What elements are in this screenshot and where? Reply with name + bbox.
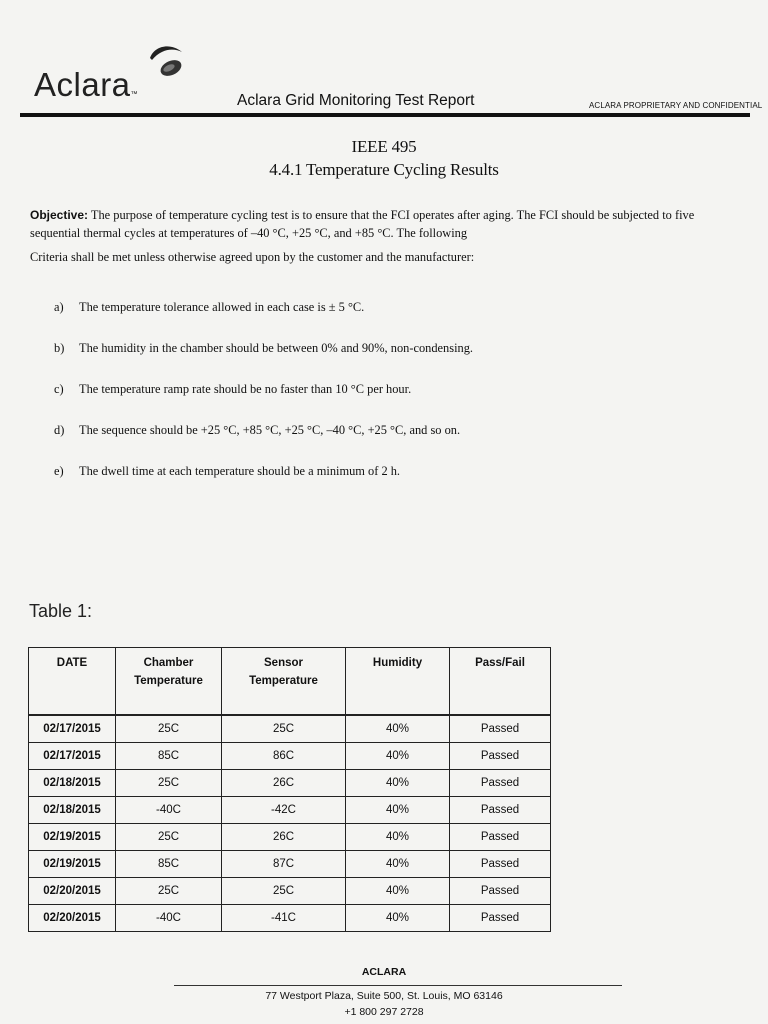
footer-address: 77 Westport Plaza, Suite 500, St. Louis, MO 63146 bbox=[265, 990, 503, 1002]
cell-chamber-temperature: 85C bbox=[116, 743, 222, 770]
cell-chamber-temperature: 25C bbox=[116, 715, 222, 743]
criteria-intro: Criteria shall be met unless otherwise agreed upon by the customer and the manufacturer: bbox=[30, 250, 475, 264]
company-logo-text bbox=[34, 66, 138, 104]
footer-phone: +1 800 297 2728 bbox=[344, 1006, 424, 1018]
objective-paragraph bbox=[30, 206, 742, 242]
table-row bbox=[29, 797, 551, 824]
column-header-sensor-temperature: Sensor Temperature bbox=[222, 648, 346, 716]
table-row bbox=[29, 824, 551, 851]
column-header-pass-fail: Pass/Fail bbox=[450, 648, 551, 716]
cell-sensor-temperature: -42C bbox=[222, 797, 346, 824]
column-header-chamber-temperature: Chamber Temperature bbox=[116, 648, 222, 716]
cell-sensor-temperature: -41C bbox=[222, 905, 346, 932]
objective-label: Objective: bbox=[30, 208, 89, 222]
cell-sensor-temperature: 25C bbox=[222, 878, 346, 905]
cell-pass-fail: Passed bbox=[450, 797, 551, 824]
cell-pass-fail: Passed bbox=[450, 715, 551, 743]
header-divider bbox=[20, 113, 750, 117]
criteria-item-e bbox=[54, 464, 400, 479]
cell-humidity: 40% bbox=[346, 743, 450, 770]
standard-heading: IEEE 495 bbox=[351, 137, 417, 156]
cell-chamber-temperature: 85C bbox=[116, 851, 222, 878]
criteria-letter: c) bbox=[54, 382, 64, 396]
cell-pass-fail: Passed bbox=[450, 905, 551, 932]
cell-date: 02/20/2015 bbox=[29, 878, 116, 905]
cell-date: 02/18/2015 bbox=[29, 770, 116, 797]
cell-date: 02/20/2015 bbox=[29, 905, 116, 932]
cell-pass-fail: Passed bbox=[450, 824, 551, 851]
cell-date: 02/19/2015 bbox=[29, 824, 116, 851]
column-header-humidity: Humidity bbox=[346, 648, 450, 716]
cell-sensor-temperature: 26C bbox=[222, 824, 346, 851]
criteria-letter: e) bbox=[54, 464, 64, 478]
cell-humidity: 40% bbox=[346, 878, 450, 905]
criteria-item-a bbox=[54, 300, 364, 315]
cell-sensor-temperature: 87C bbox=[222, 851, 346, 878]
criteria-text: The sequence should be +25 °C, +85 °C, +25 °C, –40 °C, +25 °C, and so on. bbox=[79, 423, 461, 437]
table-row bbox=[29, 770, 551, 797]
criteria-item-d bbox=[54, 423, 460, 438]
table-row bbox=[29, 851, 551, 878]
column-header-date: DATE bbox=[29, 648, 116, 716]
cell-chamber-temperature: 25C bbox=[116, 770, 222, 797]
criteria-item-b bbox=[54, 341, 473, 356]
footer-divider bbox=[174, 985, 622, 986]
cell-chamber-temperature: -40C bbox=[116, 905, 222, 932]
logo-trademark: ™ bbox=[130, 91, 139, 98]
cell-sensor-temperature: 26C bbox=[222, 770, 346, 797]
table-row bbox=[29, 878, 551, 905]
footer-company-name: ACLARA bbox=[361, 966, 407, 978]
cell-chamber-temperature: -40C bbox=[116, 797, 222, 824]
table-row bbox=[29, 743, 551, 770]
cell-chamber-temperature: 25C bbox=[116, 878, 222, 905]
cell-humidity: 40% bbox=[346, 715, 450, 743]
criteria-letter: a) bbox=[54, 300, 64, 314]
cell-humidity: 40% bbox=[346, 905, 450, 932]
cell-humidity: 40% bbox=[346, 824, 450, 851]
cell-date: 02/17/2015 bbox=[29, 715, 116, 743]
cell-sensor-temperature: 25C bbox=[222, 715, 346, 743]
cell-chamber-temperature: 25C bbox=[116, 824, 222, 851]
table-caption: Table 1: bbox=[29, 601, 93, 621]
table-header-row bbox=[29, 648, 551, 716]
criteria-letter: b) bbox=[54, 341, 65, 355]
cell-humidity: 40% bbox=[346, 797, 450, 824]
table-row bbox=[29, 905, 551, 932]
criteria-text: The temperature tolerance allowed in each case is ± 5 °C. bbox=[79, 300, 365, 314]
cell-date: 02/17/2015 bbox=[29, 743, 116, 770]
criteria-item-c bbox=[54, 382, 411, 397]
cell-pass-fail: Passed bbox=[450, 770, 551, 797]
section-heading: 4.4.1 Temperature Cycling Results bbox=[269, 160, 499, 179]
criteria-text: The humidity in the chamber should be between 0% and 90%, non-condensing. bbox=[79, 341, 473, 355]
confidential-notice: ACLARA PROPRIETARY AND CONFIDENTIAL bbox=[589, 101, 763, 110]
criteria-text: The temperature ramp rate should be no faster than 10 °C per hour. bbox=[79, 382, 412, 396]
criteria-letter: d) bbox=[54, 423, 65, 437]
table-row bbox=[29, 715, 551, 743]
logo-wordmark: Aclara bbox=[34, 66, 131, 103]
cell-sensor-temperature: 86C bbox=[222, 743, 346, 770]
aclara-logo-icon bbox=[140, 40, 188, 88]
cell-pass-fail: Passed bbox=[450, 878, 551, 905]
criteria-text: The dwell time at each temperature should be a minimum of 2 h. bbox=[79, 464, 401, 478]
temperature-cycling-table bbox=[28, 647, 551, 932]
cell-humidity: 40% bbox=[346, 851, 450, 878]
cell-humidity: 40% bbox=[346, 770, 450, 797]
cell-pass-fail: Passed bbox=[450, 851, 551, 878]
objective-text: The purpose of temperature cycling test is to ensure that the FCI operates after aging. The FCI should be subjected to five sequential thermal cycles at temperatures of –40 °C, +25 °C, and +85 °C. The following bbox=[30, 208, 695, 240]
cell-pass-fail: Passed bbox=[450, 743, 551, 770]
report-title: Aclara Grid Monitoring Test Report bbox=[237, 92, 475, 109]
cell-date: 02/19/2015 bbox=[29, 851, 116, 878]
cell-date: 02/18/2015 bbox=[29, 797, 116, 824]
